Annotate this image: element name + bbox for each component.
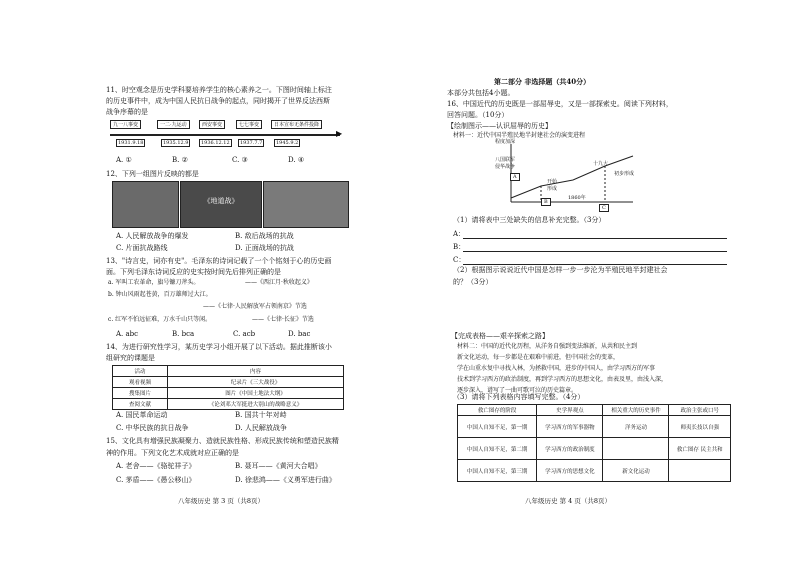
q16-part3: （3）请将下列表格内容填写完整。（4分） bbox=[453, 393, 585, 401]
material-1: 材料一：近代中国半殖民地半封建社会的演变进程 bbox=[453, 132, 586, 139]
q12-option-c[interactable]: C. 片面抗战路线 bbox=[116, 244, 168, 252]
q13-text-2: 面。下列毛泽东诗词反应的史实按时间先后排列正确的是 bbox=[106, 268, 281, 276]
q16-text-2: 回答问题。（10分） bbox=[447, 111, 509, 119]
material-2-line-3: 学在山重水复中寻找入林，为拯救中国，进步的中国人，由学习西方的军事 bbox=[457, 365, 656, 372]
q11-text-3: 战争序幕的是 bbox=[106, 108, 148, 116]
table-header-row bbox=[113, 366, 344, 377]
table-header-cell: 政治主张或口号 bbox=[669, 405, 731, 416]
diagram-label: 初步形成 bbox=[614, 171, 635, 177]
q13-option-b[interactable]: B. bca bbox=[172, 330, 195, 338]
table-row bbox=[458, 416, 731, 438]
timeline-date: 1937.7.7 bbox=[240, 140, 263, 146]
q13-source-a: ——《西江月·秋收起义》 bbox=[245, 279, 313, 286]
q14-table bbox=[112, 365, 344, 410]
q15-option-a[interactable]: A. 老舍——《骆驼祥子》 bbox=[116, 462, 196, 470]
table-cell: 中国人自知不足，第一期 bbox=[458, 416, 537, 438]
q11-text-2: 的历史事件中，成为中国人民抗日战争的起点，同时揭开了世界反法西斯 bbox=[106, 97, 330, 105]
timeline-date: 1945.9.2 bbox=[276, 140, 299, 146]
q15-text-2: 神的作用。下列文化艺术成就对应正确的是 bbox=[106, 449, 239, 457]
timeline-event: 日本宣布无条件投降 bbox=[271, 120, 322, 129]
q11-option-b[interactable]: B. ② bbox=[172, 156, 188, 164]
q15-text-1: 15、文化具有增强民族凝聚力、造就民族性格、形成民族传统和塑造民族精 bbox=[106, 437, 339, 445]
table-row bbox=[458, 438, 731, 460]
q12-option-d[interactable]: D. 正面战场的抗战 bbox=[235, 244, 294, 252]
q13-option-c[interactable]: C. acb bbox=[233, 330, 256, 338]
q16-text-1: 16、中国近代的历史既是一部屈辱史，又是一部探索史。阅读下列材料， bbox=[447, 100, 673, 108]
answer-line-a[interactable] bbox=[463, 238, 727, 239]
table-row bbox=[458, 460, 731, 482]
table-cell: 搜集图片 bbox=[113, 388, 168, 399]
right-page bbox=[397, 0, 794, 561]
timeline-date: 1931.9.18 bbox=[118, 140, 144, 146]
table-header-cell: 救亡图存的阶段 bbox=[458, 405, 537, 416]
q14-option-b[interactable]: B. 国共十年对峙 bbox=[235, 411, 287, 419]
diagram-label: 八国联军 bbox=[495, 157, 516, 163]
q14-text-2: 组研究的课题是 bbox=[106, 354, 155, 362]
q12-photo-3 bbox=[263, 181, 349, 228]
table-header-cell: 内容 bbox=[168, 366, 344, 377]
q12-option-a[interactable]: A. 人民解放战争的爆发 bbox=[116, 232, 189, 240]
table-cell: 救亡图存 民主共和 bbox=[669, 438, 731, 460]
q13-source-c: ——《七律·长征》节选 bbox=[252, 316, 314, 323]
table-header-row bbox=[458, 405, 731, 416]
q16-part1: （1）请将表中三处缺失的信息补充完整。（3分） bbox=[453, 216, 606, 224]
q13-line-a: a. 军叫工农革命，旗号镰刀斧头。 bbox=[108, 279, 200, 286]
section-heading: 第二部分 非选择题（共40分） bbox=[494, 77, 591, 86]
table-cell: 学习西方的军事器物 bbox=[537, 416, 603, 438]
q11-option-c[interactable]: C. ③ bbox=[232, 156, 248, 164]
table-cell: 学习西方的政治制度 bbox=[537, 438, 603, 460]
timeline-event: 一二·九运动 bbox=[157, 120, 190, 129]
sec2-title: 【完成表格——艰辛探索之路】 bbox=[451, 332, 549, 340]
table-cell: 观看视频 bbox=[113, 377, 168, 388]
q12-photo-1 bbox=[112, 181, 179, 228]
page-footer: 八年级历史 第 4 页（共8页） bbox=[525, 497, 611, 505]
table-row bbox=[113, 377, 344, 388]
diagram-label: 十九大 bbox=[593, 161, 609, 167]
table-header-cell: 活动 bbox=[113, 366, 168, 377]
table-cell: 师夷长技以自强 bbox=[669, 416, 731, 438]
table-row bbox=[113, 399, 344, 410]
table-cell-blank[interactable] bbox=[669, 460, 731, 482]
table-cell: 学习西方的思想文化 bbox=[537, 460, 603, 482]
material-2-line-5: 逐步深入，谱写了一曲可歌可泣的历史篇章。 bbox=[457, 387, 578, 394]
material-2-line-2: 新文化运动，每一步都是在艰难中前进，但中国社会的变革， bbox=[457, 354, 620, 361]
q16-part2-1: （2）根据图示说说近代中国是怎样一步一步沦为半殖民地半封建社会 bbox=[453, 266, 668, 274]
q11-option-d[interactable]: D. ④ bbox=[288, 156, 305, 164]
table-cell: 中国人自知不足，第二期 bbox=[458, 438, 537, 460]
exploration-table bbox=[457, 404, 731, 482]
arrow-right-icon: ▶ bbox=[336, 129, 343, 138]
blank-c-label: C： bbox=[453, 256, 466, 264]
table-row bbox=[113, 388, 344, 399]
table-cell: 洋务运动 bbox=[603, 416, 669, 438]
timeline-event: 西安事变 bbox=[199, 120, 225, 129]
diagram-blank-a: A bbox=[510, 173, 520, 181]
blank-a-label: A： bbox=[453, 230, 466, 238]
q13-option-a[interactable]: A. abc bbox=[116, 330, 139, 338]
q12-option-b[interactable]: B. 敌后战场的抗战 bbox=[235, 232, 294, 240]
q12-photo-label: 《地道战》 bbox=[203, 197, 239, 205]
sec1-title: 【绘制图示——认识屈辱的历史】 bbox=[447, 122, 552, 130]
table-cell-blank[interactable] bbox=[603, 438, 669, 460]
table-cell: 中国人自知不足，第三期 bbox=[458, 460, 537, 482]
page-footer: 八年级历史 第 3 页（共8页） bbox=[178, 497, 264, 505]
q14-option-c[interactable]: C. 中华民族的抗日战争 bbox=[116, 424, 189, 432]
diagram-blank-b: B bbox=[541, 198, 551, 206]
table-cell: 图片《中国土地法大纲》 bbox=[168, 388, 344, 399]
diagram-label: 1860年 bbox=[568, 195, 586, 201]
q13-line-b: b. 钟山风雨起苍黄，百万雄师过大江。 bbox=[108, 291, 212, 298]
q14-option-a[interactable]: A. 国民革命运动 bbox=[116, 411, 168, 419]
q13-text-1: 13、"诗言史，词亦有史"。毛泽东的诗词记载了一个个铭刻于心的历史画 bbox=[106, 257, 332, 265]
q13-line-c: c. 红军不怕远征难，万水千山只等闲。 bbox=[108, 316, 212, 323]
diagram-y-label: 程度加深 bbox=[495, 139, 516, 145]
material-2-line-4: 技术到学习西方的政治制度，再到学习西方的思想文化，由表及里，由浅入深， bbox=[457, 376, 668, 383]
timeline-date: 1935.12.9 bbox=[163, 140, 189, 146]
timeline-event: 七七事变 bbox=[236, 120, 262, 129]
diagram-label: 侵华战争 bbox=[495, 164, 516, 170]
answer-line-c[interactable] bbox=[463, 264, 727, 265]
timeline-event: 九一八事变 bbox=[110, 120, 141, 129]
q12-photo-2 bbox=[180, 181, 262, 228]
q15-option-d[interactable]: D. 徐悲鸿——《义勇军进行曲》 bbox=[235, 476, 336, 484]
q13-option-d[interactable]: D. bac bbox=[288, 330, 311, 338]
material-2-line-1: 材料二：中国的近代化历程，从洋务自强到变法维新，从共和民主到 bbox=[457, 343, 638, 350]
table-header-cell: 相关重大的历史事件 bbox=[603, 405, 669, 416]
q15-option-c[interactable]: C. 茅盾——《愚公移山》 bbox=[116, 476, 196, 484]
diagram-blank-c: C bbox=[599, 204, 609, 212]
section-intro: 本部分共包括4小题。 bbox=[447, 89, 515, 97]
table-cell: 查阅文献 bbox=[113, 399, 168, 410]
timeline-date: 1936.12.12 bbox=[201, 140, 230, 146]
q14-text-1: 14、为进行研究性学习，某历史学习小组开展了以下活动。据此推断该小 bbox=[106, 343, 332, 351]
blank-b-label: B： bbox=[453, 243, 466, 251]
q11-option-a[interactable]: A. ① bbox=[116, 156, 132, 164]
diagram-label: 形成 bbox=[547, 186, 558, 192]
q12-text: 12、下列一组图片反映的都是 bbox=[106, 170, 199, 178]
table-cell: 纪录片《三大战役》 bbox=[168, 377, 344, 388]
q14-option-d[interactable]: D. 人民解放战争 bbox=[235, 424, 287, 432]
q13-source-b: ——《七律·人民解放军占领南京》节选 bbox=[203, 303, 307, 310]
q11-text-1: 11、时空观念是历史学科要培养学生的核心素养之一。下图时间轴上标注 bbox=[106, 86, 332, 94]
q16-part2-2: 的？（3分） bbox=[453, 278, 493, 286]
timeline-axis bbox=[110, 134, 340, 136]
q15-option-b[interactable]: B. 聂耳——《黄河大合唱》 bbox=[235, 462, 322, 470]
answer-line-b[interactable] bbox=[463, 251, 727, 252]
table-header-cell: 史学界观点 bbox=[537, 405, 603, 416]
table-cell: 《论刘邓大军挺进大别山的战略意义》 bbox=[168, 399, 344, 410]
table-cell: 新文化运动 bbox=[603, 460, 669, 482]
diagram-label: 开始 bbox=[547, 179, 558, 185]
